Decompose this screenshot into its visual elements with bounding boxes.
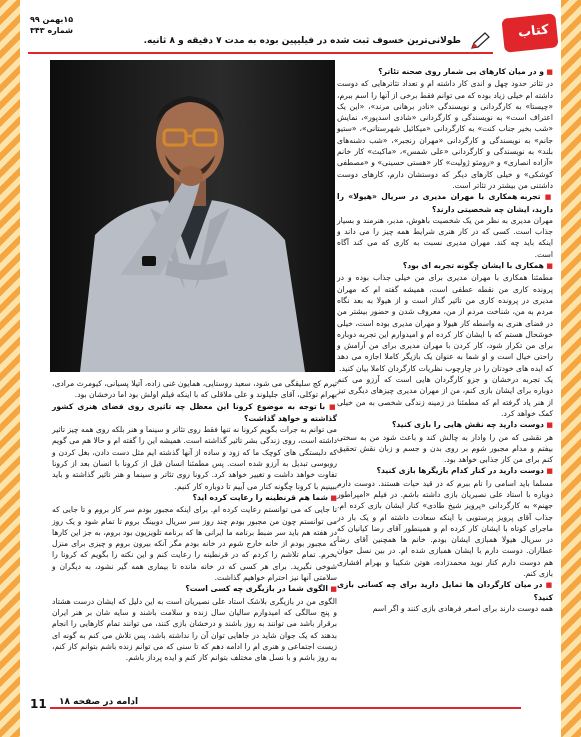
- question-heading: ■ تجربه همکاری با مهران مدیری در سریال «هیولا» را دارید، ایشان چه شخصیتی دارند؟: [337, 191, 553, 215]
- logo-text: کتاب: [517, 22, 550, 41]
- question-heading: ■ دوست دارید در کنار کدام بازیگرها بازی کنید؟: [337, 465, 553, 477]
- pen-icon: [469, 32, 491, 50]
- answer-paragraph: تیرم کج سلیقگی می شود، سعید روستایی، همایون غنی زاده، آتیلا پسیانی، کیومرث مرادی، بهرام توکلی، آقای جلیلوند و علی ملاقلی که با اینکه فیلم اولش بود اما درخشان بود.: [52, 379, 337, 400]
- answer-paragraph: یک تجربه درخشان و جزو کارگردان هایی است که آرزو می کنم دوباره برای ایشان بازی کنم، من از مهران مدیری چیزهای دیگری تیز از هنر یاد گرفته ام که مطمئنا در زمینه زندگی شخصی به من خیلی کمک خواهد کرد.: [337, 375, 553, 418]
- bottom-text-column: [52, 378, 337, 663]
- magazine-logo: [499, 14, 557, 56]
- answer-paragraph: همه دوست دارند برای اصغر فرهادی بازی کنند و اگر اسم: [372, 603, 553, 613]
- answer-paragraph: می توانم به جرات بگویم کرونا نه تنها فقط روی تئاتر و سینما و هنر بلکه روی همه چیز تاثیر داشته است، روی زندگی بشر تاثیر گذاشته است. همیشه این را گفته ام و حالا هم می گویم که دلبستگی های کوچک ما که زود و ساده از آنها گذشته ایم مثل دست دادن، بغل کردن و روبوسی تبدیل به آرزو شده است. پس مطمئنا انسان قبل از کرونا با انسان بعد از کرونا تفاوت خواهد داشت و تغییر خواهد کرد. کرونا روی تئاتر و سینما و هنر تاثیر گذاشته و باید ببینیم با کرونا چگونه کنار می آییم تا دوباره کار کنیم.: [52, 425, 337, 491]
- question-heading: ■ در میان کارگردان ها تمایل دارید برای چه کسانی بازی کنید؟: [337, 579, 553, 603]
- answer-paragraph: الگوی من در بازیگری بلاشک استاد علی نصیریان است به این دلیل که ایشان درست هشتاد و پنج سالگی که امیدوارم سالیان سال زنده و سلامت باشند و سایه شان بر هنر ایران برقرار باشد می توانند به روز باشند و درخشان بازی کنند، می توانند تمام کارهایی را انجام بدهند که یک جوان شاید در جاهایی توان آن را نداشته باشد، پس تلاش می کنم به گونه ای زیست اجتماعی و هنری ام را ادامه دهم که تا سنی که می توانم زنده باشم بتوانم کار کنم، به روز باشم و با نسل های مختلف بتوانم کار کنم و ایده پرداز باشم.: [52, 596, 337, 663]
- question-heading: ■ همکاری با ایشان چگونه تجربه ای بود؟: [337, 260, 553, 272]
- decorative-right-strip: [561, 0, 581, 737]
- question-heading: ■ دوست دارید چه نقش هایی را بازی کنید؟: [337, 419, 553, 431]
- decorative-left-strip: [0, 0, 20, 737]
- issue-info: [30, 14, 73, 36]
- interview-photo: [50, 60, 335, 372]
- answer-paragraph: مطمئنا همکاری با مهران مدیری برای من خیلی جذاب بوده و در پرونده کاری من نقطه عطفی است، همیشه گفته ام که مهران مدیری در پرونده کاری من تاثیر گذار است و از هیولا به بعد نگاه مردم به من، شناخت مردم از من، معروف شدن و حضور بیشتر من در فضای هنری به واسطه کار هیولا و مهران مدیری بوده است، خیلی خوشحال هستم که با ایشان کار کرده ام و امیدوارم این تجربه دوباره برای من تکرار شود، کار کردن با مهران مدیری برای من آرامش و راحتی خیال است و او شما به عنوان یک بازیگر کاملا اجازه می دهد که ایده های خودتان را در چارچوب نظریات کارگردان کاملا بیان کنید.: [337, 273, 553, 373]
- issue-number: شماره ۳۴۳: [30, 26, 74, 35]
- right-text-column: [337, 66, 553, 614]
- question-heading: ■ شما هم قرنطینه را رعایت کرده اید؟: [52, 492, 337, 504]
- question-heading: ■ با توجه به موضوع کرونا این معظل چه تاثیری روی فضای هنری کشور گذاشته و خواهد گذاشت؟: [52, 401, 337, 425]
- answer-paragraph: مسلما باید اسامی را نام ببرم که در قید حیات هستند. دوست دارم دوباره با استاد علی نصیریان بازی داشته باشم. در فیلم «امپراطور جهنم» به کارگردانی «پرویز شیخ طادی» کنار ایشان بازی کرده ام. جذاب آقای پرویز پرستویی با اینکه سعادت داشته ام و یک بار در ماجرای کوتاه با ایشان کار کرده ام و همینطور آقای رضا کیانیان که در سریال هیولا همبازی ایشان بودم. خانم ها همچنین آقای رضا عطاران. دوست دارم با ایشان همبازی شده ام. در بین نسل جوان هم دوست دارم کنار نوید محمدزاده، هوتن شکیبا و بهرام افشاری بازی کنم.: [337, 478, 553, 579]
- continue-on-page-link[interactable]: ادامه در صفحه ۱۸: [55, 697, 142, 707]
- footer-rule: [50, 707, 521, 709]
- question-heading: ■ و در میان کارهای بی شمار روی صحنه تئاتر؟: [337, 66, 553, 78]
- portrait-illustration: [50, 60, 335, 372]
- header-headline: طولانی‌ترین خسوف ثبت شده در فیلیپین بوده به مدت ۷ دقیقه و ۸ ثانیه.: [143, 36, 461, 46]
- answer-paragraph: در تئاتر حدود چهل و اندی کار داشته ام و تعداد تئاترهایی که دوست داشته ام خیلی زیاد بوده که می توانم فقط برخی از آنها را اسم ببرم، «چیستا» به کارگردانی و نویسندگی «نادر برهانی مرند»، «این یک اعتراف است» به نویسندگی و کارگردانی «شادی اسدپور»، نمایش «شب بخیر جناب کنت» به کارگردانی «میکائیل شهرستانی»، «ستیو جانم» به نویسندگی و کارگردانی «مهران رنجبر»، «شب دشنه‌های بلند» به نویسندگی و کارگردانی «علی شمس»، «ماکبث» کار خانم «آزاده انصاری» و «رومئو ژولیت» کار «هستی حسینی» و «مصطفی کوشکی» و خیلی کارهای دیگر که دوستشان دارم، کارهای دوست داشتنی من بیشتر در تئاتر است.: [337, 79, 553, 190]
- answer-paragraph: تا جایی که می توانستم رعایت کرده ام. برای اینکه مجبور بودم سر کار بروم و تا جایی که می توانستم چون من مجبور بودم چند روز سر سریال دوبینگ بروم تا تمام شود و یک روز در هفته هم باید سر ضبط برنامه ما ایرانی ها که برنامه تلویزیون بود بروم، به جز این کارها که مجبور بودم از خانه خارج شوم در خانه بودم مگر آنکه بیرون بروم و چیزی برای منزل بخرم. تمام تلاشم را کردم که در قرنطینه را رعایت کنم و این نکته را بگویم که کرونا را شوخی نگیرید. برای هر کسی که در خانه مانده تا بیماری همه گیر نشود، به دیگران و سلامتی آنها نیز احترام خواهیم گذاشت.: [52, 505, 337, 583]
- header-rule: [28, 52, 493, 54]
- question-heading: ■ الگوی شما در بازیگری چه کسی است؟: [52, 583, 337, 595]
- answer-paragraph: هر نقشی که من را وادار به چالش کند و باعث شود من به سختی بیفتم و مدام مجبور شوم بر روی بدن و جسم و زبان نقش تحقیق کنم برای من کار جذابی خواهد بود.: [337, 432, 553, 465]
- answer-paragraph: مهران مدیری به نظر من یک شخصیت باهوش، مدبر، هنرمند و بسیار جذاب است. کسی که در کار هنری شرایط همه چیز را می داند و اینکه باید چه کند. مهران مدیری نسبت به کاری که می کند آگاه است.: [337, 215, 553, 259]
- issue-date: ۱۵بهمن ۹۹: [30, 15, 74, 24]
- page-number: 11: [30, 697, 47, 711]
- page-footer: [20, 698, 561, 720]
- page-header: [20, 14, 561, 58]
